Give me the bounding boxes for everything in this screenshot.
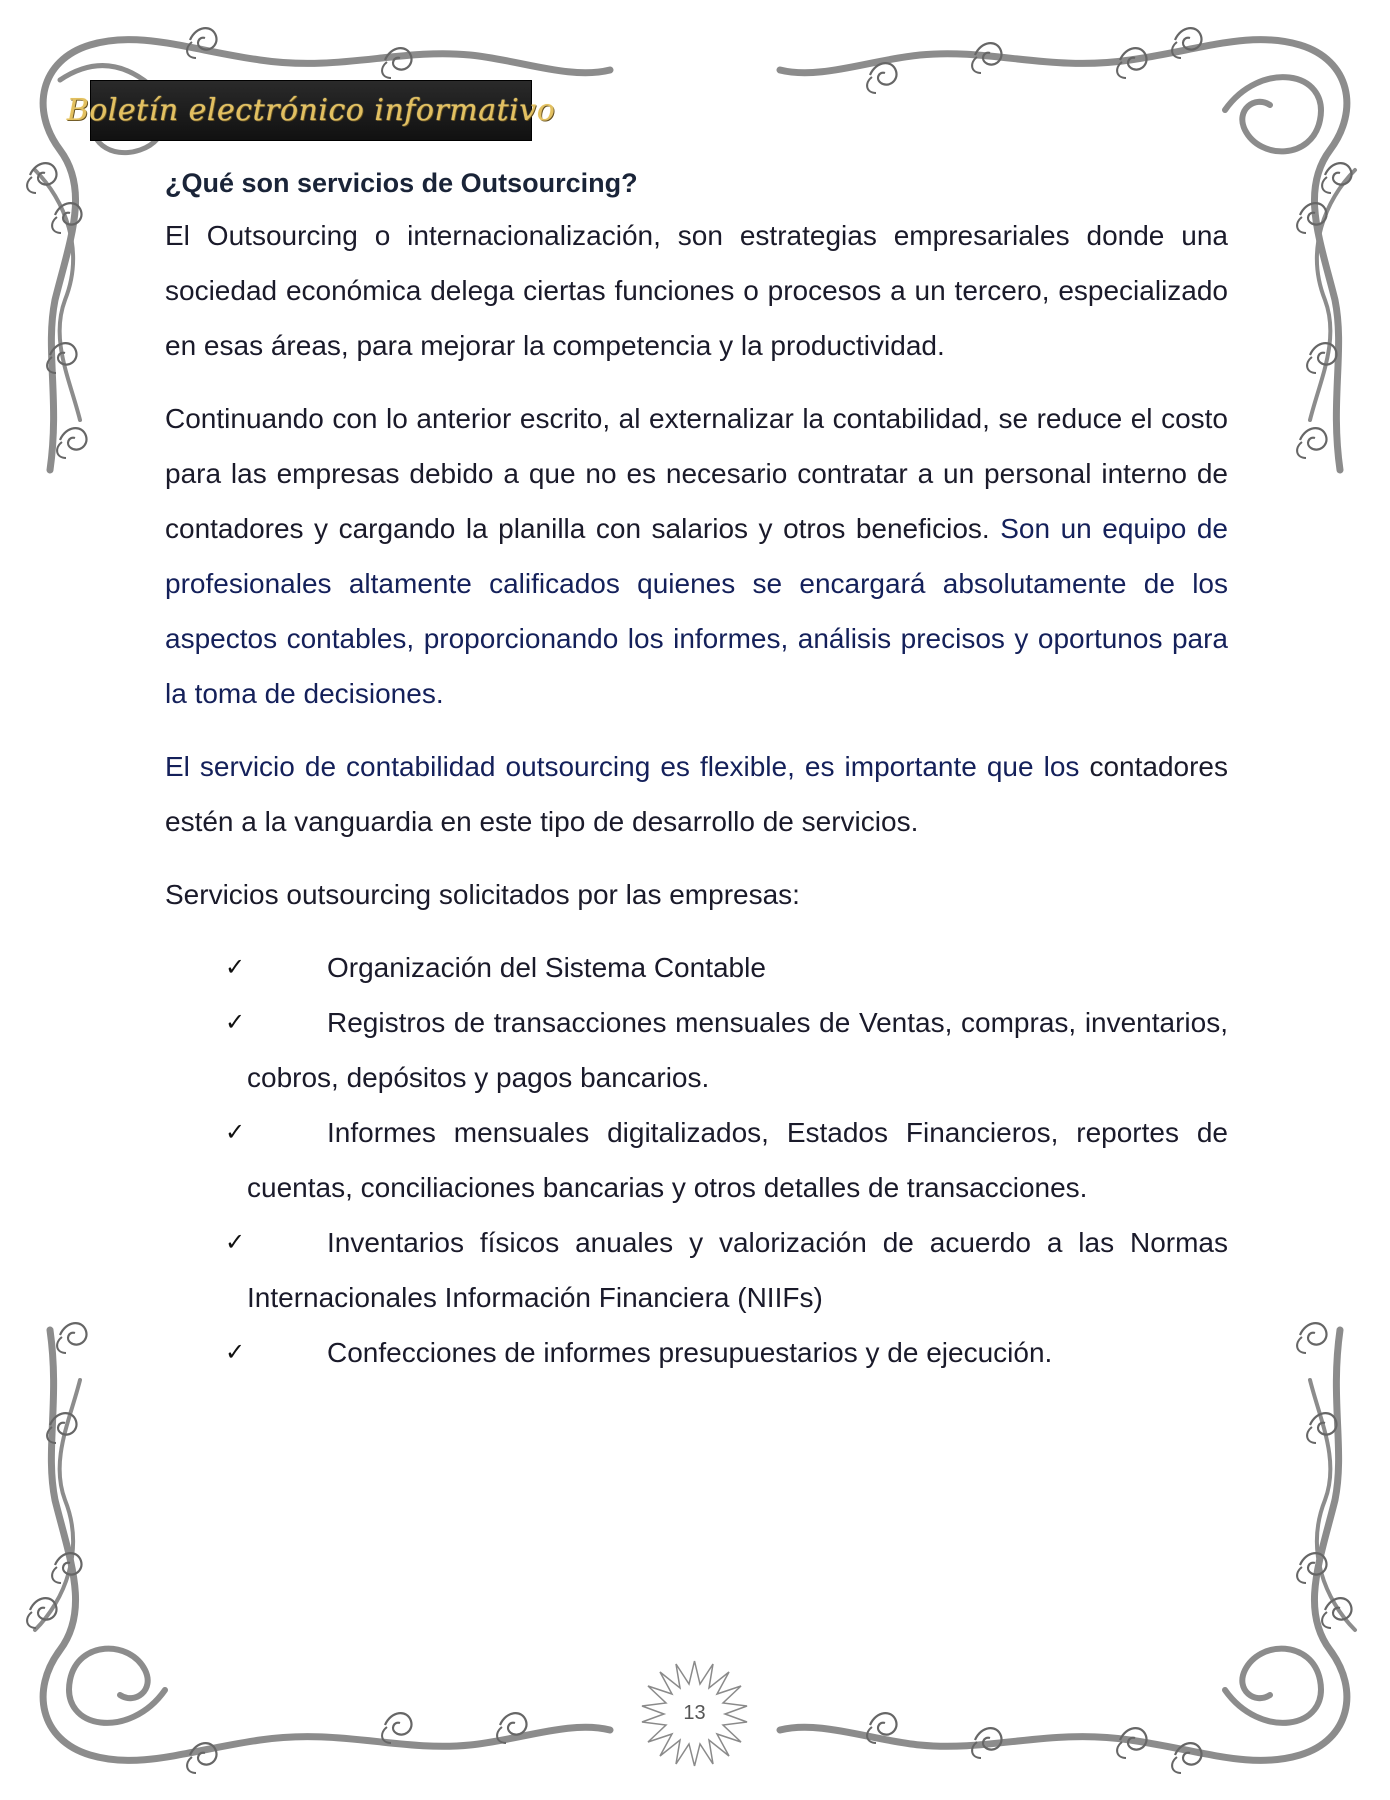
paragraph-benefits-part2: Son un equipo de profesionales altamente calificados quienes se encargará absolutamente de los aspectos contables, proporcionando los informes, análisis precisos y oportunos para la toma de decisiones. [165, 513, 1229, 709]
service-text: Inventarios físicos anuales y valorización de acuerdo a las Normas Internacionales Información Financiera (NIIFs) [247, 1227, 1228, 1313]
list-item [165, 1325, 1228, 1380]
page-number: 13 [683, 1702, 706, 1724]
service-text: Registros de transacciones mensuales de Ventas, compras, inventarios, cobros, depósitos y pagos bancarios. [247, 1007, 1228, 1093]
checkmark-icon: ✓ [225, 1338, 246, 1366]
services-list-intro: Servicios outsourcing solicitados por las empresas: [165, 879, 800, 910]
service-text: Informes mensuales digitalizados, Estados Financieros, reportes de cuentas, conciliaciones bancarias y otros detalles de transacciones. [247, 1117, 1228, 1203]
checkmark-icon: ✓ [225, 1118, 246, 1146]
bulletin-banner-title: Boletín electrónico informativo [66, 93, 556, 128]
article-heading: ¿Qué son servicios de Outsourcing? [165, 168, 638, 198]
checkmark-icon: ✓ [225, 1008, 246, 1036]
bulletin-banner [66, 80, 556, 141]
paragraph-flexibility [165, 739, 1228, 849]
paragraph-definition: El Outsourcing o internacionalización, son estrategias empresariales donde una sociedad económica delega ciertas funciones o procesos a un tercero, especializado en esas áreas, para mejorar la competencia y la productividad. [165, 220, 1228, 361]
service-text: Organización del Sistema Contable [327, 952, 766, 983]
list-item [165, 1105, 1228, 1215]
list-item [165, 995, 1228, 1105]
services-list [165, 940, 1228, 1380]
page-number-badge [637, 1656, 752, 1771]
paragraph-benefits-part1: Continuando con lo anterior escrito, al externalizar la contabilidad, se reduce el costo para las empresas debido a que no es necesario contratar a un personal interno de contadores y cargando la planilla con salarios y otros beneficios. [165, 403, 1228, 544]
list-item [165, 940, 1228, 995]
checkmark-icon: ✓ [225, 1228, 246, 1256]
paragraph-benefits [165, 391, 1228, 721]
article-body [165, 162, 1228, 1380]
checkmark-icon: ✓ [225, 953, 246, 981]
list-item [165, 1215, 1228, 1325]
paragraph-flexibility-part2: contadores estén a la vanguardia en este tipo de desarrollo de servicios. [165, 751, 1228, 837]
paragraph-flexibility-part1: El servicio de contabilidad outsourcing es flexible, es importante que los [165, 751, 1080, 782]
service-text: Confecciones de informes presupuestarios y de ejecución. [327, 1337, 1053, 1368]
